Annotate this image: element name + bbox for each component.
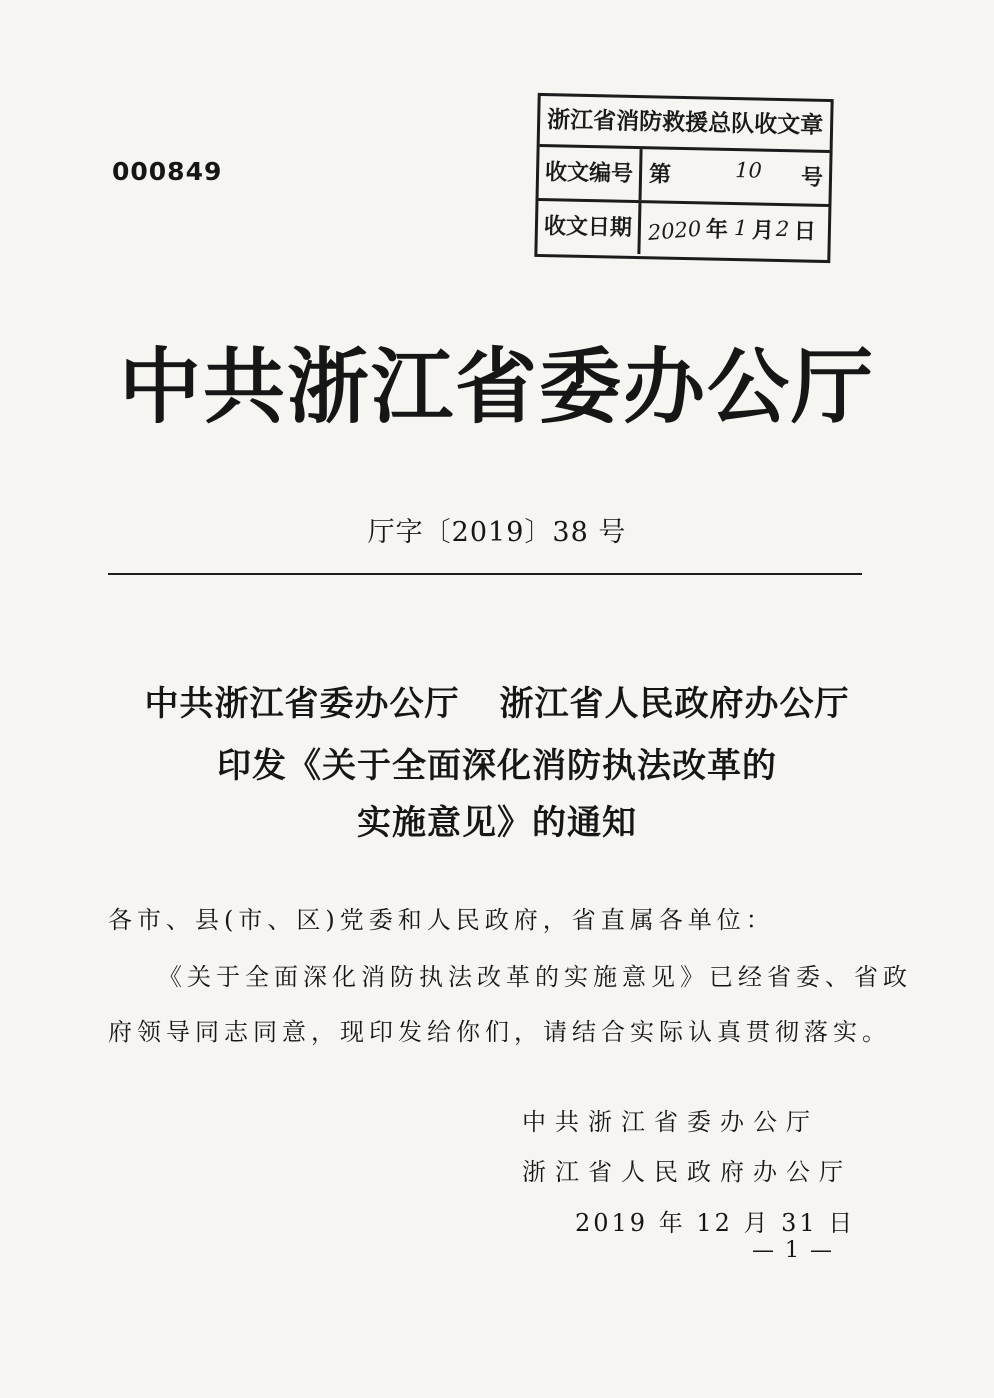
signature-org-1: 中共浙江省委办公厅 [522, 1108, 819, 1136]
stamp-date-month: 1 [733, 216, 748, 241]
serial-number: 000849 [112, 157, 223, 186]
stamp-number-suffix: 号 [800, 165, 824, 191]
stamp-number-handwritten: 10 [734, 158, 763, 183]
page-number: — 1 — [752, 1238, 834, 1263]
stamp-date-day-char: 日 [793, 219, 817, 245]
document-title-line-1 [0, 676, 994, 725]
stamp-date-month-char: 月 [751, 218, 775, 244]
salutation: 各市、县(市、区)党委和人民政府，省直属各单位： [108, 906, 775, 934]
stamp-date-year: 2020 [646, 216, 703, 246]
header-divider [108, 573, 862, 575]
body-paragraph-line-2: 府领导同志同意，现印发给你们，请结合实际认真贯彻落实。 [108, 1018, 891, 1046]
stamp-number-row [538, 147, 829, 207]
title-issuer-1: 中共浙江省委办公厅 [144, 684, 460, 724]
document-number: 厅字〔2019〕38 号 [367, 517, 627, 548]
stamp-number-value [649, 149, 828, 204]
stamp-date-value [647, 203, 826, 258]
issuer-header-title: 中共浙江省委办公厅 [118, 340, 875, 435]
signature-org-2: 浙江省人民政府办公厅 [522, 1158, 852, 1186]
stamp-number-label: 收文编号 [539, 147, 643, 200]
title-issuer-2: 浙江省人民政府办公厅 [499, 684, 850, 724]
document-title-line-3: 实施意见》的通知 [357, 803, 637, 843]
stamp-number-prefix: 第 [648, 162, 672, 188]
signature-date: 2019 年 12 月 31 日 [575, 1209, 856, 1237]
receipt-stamp [534, 93, 833, 263]
stamp-date-day: 2 [775, 216, 790, 242]
stamp-title: 浙江省消防救援总队收文章 [540, 96, 831, 153]
document-title-line-2: 印发《关于全面深化消防执法改革的 [217, 746, 777, 786]
stamp-date-row [537, 201, 828, 258]
body-paragraph-line-1: 《关于全面深化消防执法改革的实施意见》已经省委、省政 [158, 963, 912, 991]
stamp-date-year-char: 年 [705, 217, 729, 243]
stamp-date-label: 收文日期 [537, 201, 641, 254]
